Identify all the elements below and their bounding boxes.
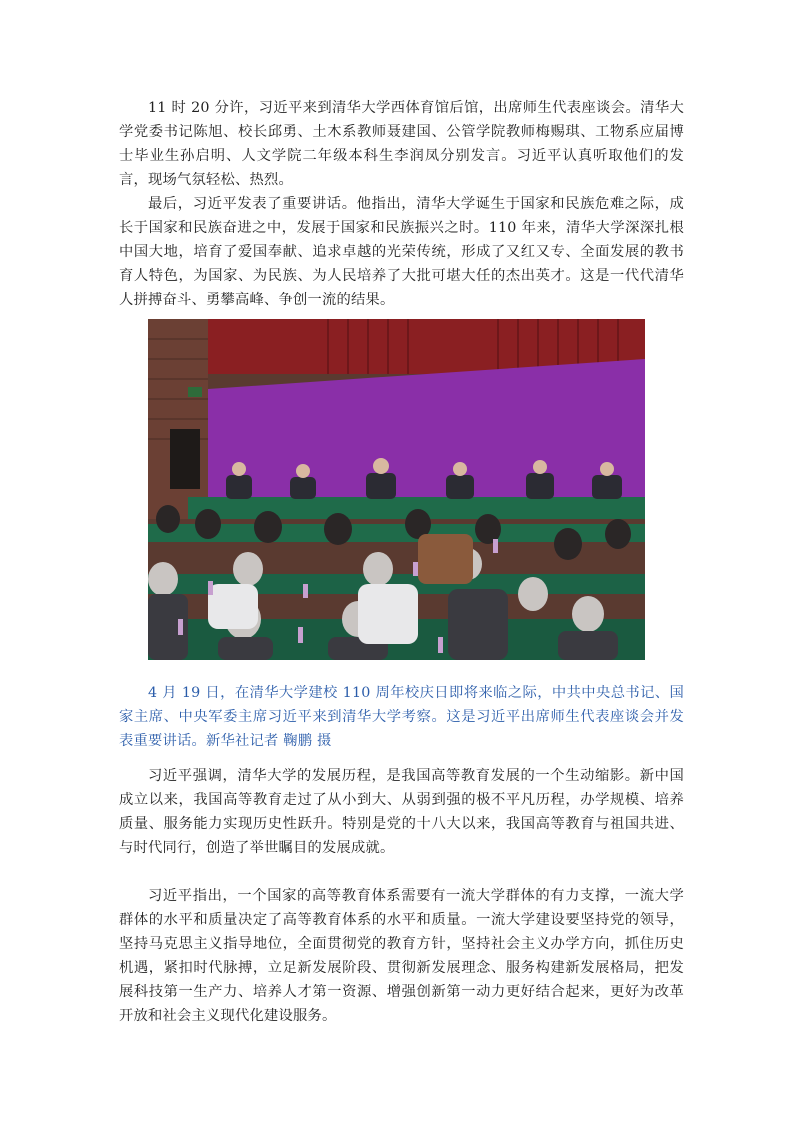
paragraph-4: 习近平指出，一个国家的高等教育体系需要有一流大学群体的有力支撑，一流大学群体的水平和质量决定了高等教育体系的水平和质量。一流大学建设要坚持党的领导，坚持马克思主义指导地位，全面贯彻党的教育方针，坚持社会主义办学方向，抓住历史机遇，紧扣时代脉搏，立足新发展阶段、贯彻新发展理念、服务构建新发展格局，把发展科技第一生产力、培养人才第一资源、增强创新第一动力更好结合起来，更好为改革开放和社会主义现代化建设服务。 bbox=[119, 888, 684, 1024]
paragraph-1: 11 时 20 分许，习近平来到清华大学西体育馆后馆，出席师生代表座谈会。清华大学党委书记陈旭、校长邱勇、土木系教师聂建国、公管学院教师梅赐琪、工物系应届博士毕业生孙启明、人文学院二年级本科生李润凤分别发言。习近平认真听取他们的发言，现场气氛轻松、热烈。 bbox=[119, 100, 684, 188]
paragraph-3: 习近平强调，清华大学的发展历程，是我国高等教育发展的一个生动缩影。新中国成立以来，我国高等教育走过了从小到大、从弱到强的极不平凡历程，办学规模、培养质量、服务能力实现历史性跃升。特别是党的十八大以来，我国高等教育与祖国共进、与时代同行，创造了举世瞩目的发展成就。 bbox=[119, 768, 684, 856]
photo-caption: 4 月 19 日，在清华大学建校 110 周年校庆日即将来临之际，中共中央总书记、国家主席、中央军委主席习近平来到清华大学考察。这是习近平出席师生代表座谈会并发表重要讲话。新华社记者 鞠鹏 摄 bbox=[119, 685, 684, 749]
meeting-hall-photo bbox=[148, 319, 645, 660]
paragraph-2: 最后，习近平发表了重要讲话。他指出，清华大学诞生于国家和民族危难之际，成长于国家和民族奋进之中，发展于国家和民族振兴之时。110 年来，清华大学深深扎根中国大地，培育了爱国奉献、追求卓越的光荣传统，形成了又红又专、全面发展的教书育人特色，为国家、为民族、为人民培养了大批可堪大任的杰出英才。这是一代代清华人拼搏奋斗、勇攀高峰、争创一流的结果。 bbox=[119, 196, 684, 308]
